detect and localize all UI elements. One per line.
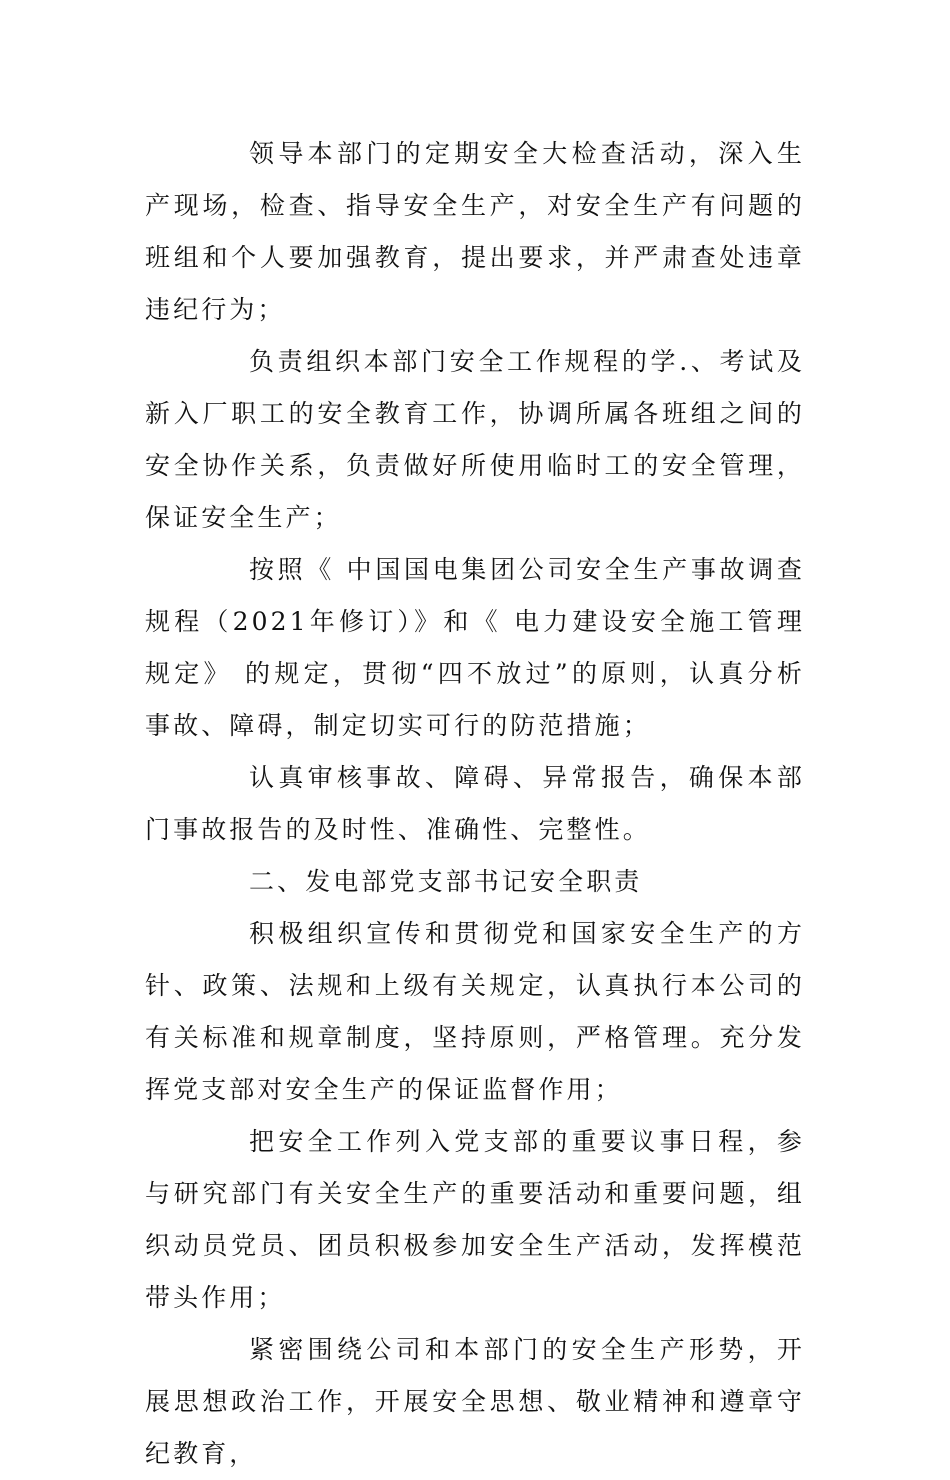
paragraph-inspection-duties: 领导本部门的定期安全大检查活动，深入生产现场，检查、指导安全生产，对安全生产有问题的班组和个人要加强教育，提出要求，并严肃查处违章违纪行为； xyxy=(145,139,805,324)
paragraph-accident-investigation: 按照《 中国国电集团公司安全生产事故调查规程（2021年修订）》和《 电力建设安全施工管理规定》 的规定，贯彻“四不放过”的原则，认真分析事故、障碍，制定切实可行的防范措施； xyxy=(145,555,805,740)
document-body xyxy=(145,128,805,1480)
paragraph-report-review: 认真审核事故、障碍、异常报告，确保本部门事故报告的及时性、准确性、完整性。 xyxy=(145,763,805,844)
paragraph-political-work: 紧密围绕公司和本部门的安全生产形势，开展思想政治工作，开展安全思想、敬业精神和遵章守纪教育， xyxy=(145,1335,805,1468)
paragraph-safety-training: 负责组织本部门安全工作规程的学.、考试及新入厂职工的安全教育工作，协调所属各班组之间的安全协作关系，负责做好所使用临时工的安全管理，保证安全生产； xyxy=(145,347,805,532)
section-heading: 二、发电部党支部书记安全职责 xyxy=(249,867,643,896)
paragraph-party-agenda: 把安全工作列入党支部的重要议事日程，参与研究部门有关安全生产的重要活动和重要问题，组织动员党员、团员积极参加安全生产活动，发挥模范带头作用； xyxy=(145,1127,805,1312)
paragraph-policy-promotion: 积极组织宣传和贯彻党和国家安全生产的方针、政策、法规和上级有关规定，认真执行本公司的有关标准和规章制度，坚持原则，严格管理。充分发挥党支部对安全生产的保证监督作用； xyxy=(145,919,805,1104)
